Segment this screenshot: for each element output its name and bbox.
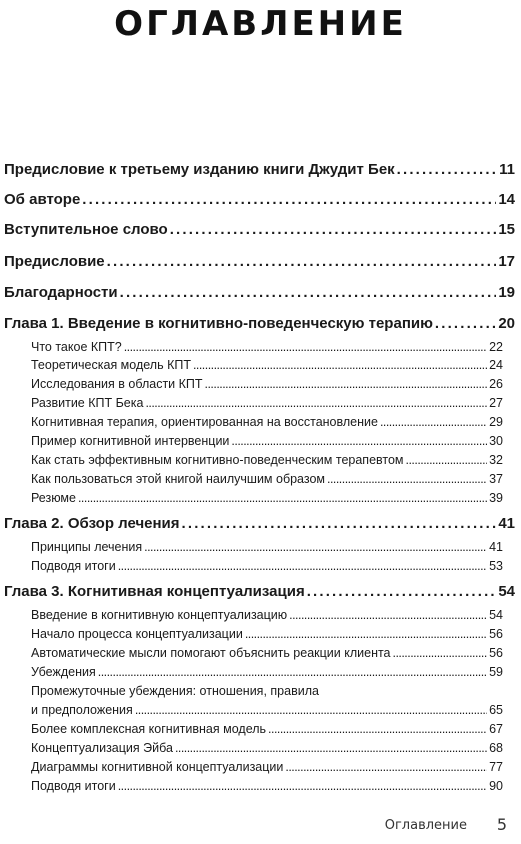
toc-entry-page: 14 (498, 191, 515, 208)
toc-subentry[interactable] (31, 490, 503, 507)
toc-entry-page: 59 (489, 665, 503, 679)
toc-entry-label: Благодарности (4, 284, 118, 301)
dot-leader (175, 740, 487, 757)
dot-leader (98, 664, 487, 681)
dot-leader (393, 645, 488, 662)
toc-entry-page: 22 (489, 340, 503, 354)
toc-entry-label: Введение в когнитивную концептуализацию (31, 608, 288, 622)
toc-entry-label: Теоретическая модель КПТ (31, 358, 191, 372)
running-footer-title: Оглавление (384, 818, 467, 833)
toc-entry-label: Резюме (31, 491, 76, 505)
toc-entry-page: 11 (499, 161, 515, 178)
toc-entry-label: Когнитивная терапия, ориентированная на восстановление (31, 415, 378, 429)
toc-entry-page: 54 (489, 608, 503, 622)
toc-subentry[interactable] (31, 452, 503, 469)
toc-entry-label: Диаграммы когнитивной концептуализации (31, 760, 284, 774)
toc-subentry[interactable] (31, 740, 503, 757)
dot-leader (231, 433, 487, 450)
toc-subentry[interactable] (31, 357, 503, 374)
dot-leader (285, 759, 487, 776)
toc-entry-label: Начало процесса концептуализации (31, 627, 243, 641)
toc-entry-page: 67 (489, 722, 503, 736)
dot-leader (327, 471, 487, 488)
toc-entry-page: 77 (489, 760, 503, 774)
toc-entry-label: Об авторе (4, 191, 81, 208)
toc-entry-page: 19 (498, 284, 515, 301)
dot-leader (145, 395, 487, 412)
dot-leader (289, 607, 487, 624)
toc-entry-page: 65 (489, 703, 503, 717)
toc-entry-foreword[interactable] (4, 220, 515, 240)
toc-entry-preface[interactable] (4, 252, 515, 272)
toc-entry-label: Автоматические мысли помогают объяснить реакции клиента (31, 646, 391, 660)
toc-entry-page: 24 (489, 358, 503, 372)
toc-subentry[interactable] (31, 759, 503, 776)
toc-entry-chapter-2[interactable] (4, 514, 515, 534)
toc-subentry[interactable] (31, 607, 503, 624)
toc-entry-label: Как стать эффективным когнитивно-поведенческим терапевтом (31, 453, 404, 467)
toc-entry-label: Принципы лечения (31, 540, 143, 554)
toc-subentry[interactable] (31, 778, 503, 795)
dot-leader (435, 314, 496, 334)
dot-leader (144, 539, 487, 556)
toc-entry-label: Пример когнитивной интервенции (31, 434, 230, 448)
page-title: ОГЛАВЛЕНИЕ (114, 4, 407, 44)
toc-subentry[interactable] (31, 414, 503, 431)
toc-entry-page: 29 (489, 415, 503, 429)
dot-leader (135, 702, 487, 719)
toc-entry-page: 30 (489, 434, 503, 448)
dot-leader (268, 721, 487, 738)
dot-leader (124, 339, 487, 356)
toc-entry-chapter-1[interactable] (4, 314, 515, 334)
toc-subentry[interactable] (31, 395, 503, 412)
toc-entry-page: 26 (489, 377, 503, 391)
toc-entry-preface-third-edition[interactable] (4, 160, 515, 180)
toc-entry-page: 41 (489, 540, 503, 554)
toc-subentry[interactable] (31, 645, 503, 662)
dot-leader (118, 558, 487, 575)
dot-leader (120, 283, 497, 303)
toc-entry-label: Глава 3. Когнитивная концептуализация (4, 583, 305, 600)
toc-entry-page: 37 (489, 472, 503, 486)
toc-entry-label: Промежуточные убеждения: отношения, правила (31, 684, 319, 698)
toc-subentry[interactable] (31, 433, 503, 450)
toc-entry-label: Концептуализация Эйба (31, 741, 173, 755)
toc-entry-page: 56 (489, 646, 503, 660)
dot-leader (170, 220, 497, 240)
toc-entry-page: 56 (489, 627, 503, 641)
toc-entry-label: Предисловие (4, 253, 105, 270)
toc-subentry[interactable] (31, 664, 503, 681)
toc-entry-page: 39 (489, 491, 503, 505)
toc-entry-page: 27 (489, 396, 503, 410)
toc-subentry[interactable] (31, 376, 503, 393)
toc-entry-label: Как пользоваться этой книгой наилучшим образом (31, 472, 326, 486)
toc-entry-label: и предположения (31, 703, 133, 717)
toc-subentry[interactable] (31, 721, 503, 738)
toc-subentry[interactable] (31, 539, 503, 556)
dot-leader (380, 414, 487, 431)
dot-leader (406, 452, 488, 469)
dot-leader (205, 376, 488, 393)
toc-entry-page: 54 (498, 583, 515, 600)
toc-entry-label: Подводя итоги (31, 559, 116, 573)
toc-entry-page: 17 (498, 253, 515, 270)
page-number: 5 (496, 815, 507, 834)
toc-subentry[interactable] (31, 702, 503, 719)
toc-entry-label: Глава 2. Обзор лечения (4, 515, 180, 532)
toc-entry-acknowledgements[interactable] (4, 283, 515, 303)
toc-entry-page: 41 (498, 515, 515, 532)
toc-entry-label: Вступительное слово (4, 221, 168, 238)
toc-entry-chapter-3[interactable] (4, 582, 515, 602)
toc-entry-label: Исследования в области КПТ (31, 377, 203, 391)
toc-subentry[interactable] (31, 558, 503, 575)
toc-subentry[interactable] (31, 339, 503, 356)
dot-leader (82, 190, 496, 210)
toc-entry-page: 68 (489, 741, 503, 755)
dot-leader (118, 778, 487, 795)
toc-subentry[interactable] (31, 626, 503, 643)
dot-leader (397, 160, 497, 180)
dot-leader (193, 357, 487, 374)
toc-entry-label: Убеждения (31, 665, 96, 679)
toc-entry-page: 20 (498, 315, 515, 332)
toc-entry-label: Более комплексная когнитивная модель (31, 722, 267, 736)
toc-entry-page: 53 (489, 559, 503, 573)
toc-entry-label: Глава 1. Введение в когнитивно-поведенческую терапию (4, 315, 433, 332)
dot-leader (182, 514, 497, 534)
toc-entry-about-author[interactable] (4, 190, 515, 210)
toc-entry-label: Подводя итоги (31, 779, 116, 793)
toc-entry-page: 15 (498, 221, 515, 238)
toc-entry-page: 90 (489, 779, 503, 793)
dot-leader (107, 252, 497, 272)
toc-entry-label: Предисловие к третьему изданию книги Джудит Бек (4, 161, 395, 178)
toc-subentry[interactable] (31, 471, 503, 488)
toc-entry-label: Что такое КПТ? (31, 340, 122, 354)
dot-leader (78, 490, 487, 507)
dot-leader (245, 626, 487, 643)
dot-leader (307, 582, 497, 602)
toc-entry-page: 32 (489, 453, 503, 467)
toc-subentry-line1[interactable] (31, 683, 503, 700)
toc-entry-label: Развитие КПТ Бека (31, 396, 144, 410)
